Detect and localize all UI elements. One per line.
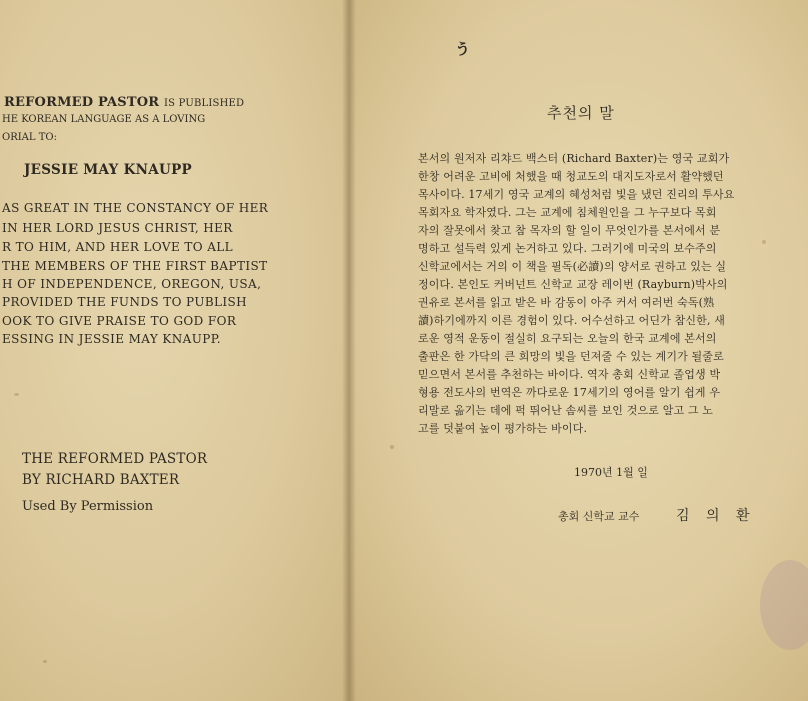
preface-body-line: 讀)하기에까지 이른 경험이 있다. 어수선하고 어딘가 참신한, 새 (418, 314, 726, 327)
preface-body-line: 로운 영적 운동이 절실히 요구되는 오늘의 한국 교계에 본서의 (418, 332, 717, 345)
preface-body-line: 한창 어려운 고비에 처했을 때 청교도의 대지도자로서 활약했던 (418, 170, 724, 183)
dedication-body-line: ESSING IN JESSIE MAY KNAUPP. (2, 332, 221, 346)
preface-date: 1970년 1월 일 (574, 466, 648, 479)
dedication-body-line: R TO HIM, AND HER LOVE TO ALL (2, 240, 233, 254)
preface-body-line: 형용 전도사의 번역은 까다로운 17세기의 영어를 알기 쉽게 우 (418, 386, 721, 399)
dedication-line-1 (4, 95, 244, 110)
preface-body-line: 자의 잘못에서 찾고 참 목자의 할 일이 무엇인가를 본서에서 분 (418, 224, 721, 237)
dedication-body-line: IN HER LORD JESUS CHRIST, HER (2, 221, 233, 235)
permission-note: Used By Permission (22, 499, 154, 514)
signature-name: 김 의 환 (676, 508, 756, 524)
preface-body-line: 목회자요 학자였다. 그는 교계에 침체원인을 그 누구보다 목회 (418, 206, 717, 219)
dedication-line-3: ORIAL TO: (2, 132, 57, 143)
ink-spot (762, 240, 766, 244)
preface-title: 추천의 말 (547, 104, 615, 122)
dedication-published: IS PUBLISHED (164, 98, 245, 109)
ink-spot (14, 393, 19, 396)
purple-smudge (760, 560, 808, 650)
preface-body-line: 명하고 설득력 있게 논거하고 있다. 그러기에 미국의 보수주의 (418, 242, 717, 255)
dedication-body-line: THE MEMBERS OF THE FIRST BAPTIST (2, 259, 268, 273)
dedication-body-line: AS GREAT IN THE CONSTANCY OF HER (2, 201, 269, 215)
preface-body-line: 신학교에서는 거의 이 책을 필독(必讀)의 양서로 권하고 있는 실 (418, 260, 727, 273)
credit-title: THE REFORMED PASTOR (22, 451, 208, 467)
ink-spot (390, 445, 394, 449)
honoree-name: JESSIE MAY KNAUPP (24, 162, 192, 178)
preface-body-line: 고를 덧붙여 높이 평가하는 바이다. (418, 422, 588, 435)
preface-body-line: 믿으면서 본서를 추천하는 바이다. 역자 총회 신학교 졸업생 박 (418, 368, 721, 381)
dedication-book-title: REFORMED PASTOR (4, 95, 160, 110)
left-page (0, 0, 350, 701)
ink-spot (43, 660, 47, 663)
preface-body-line: 권유로 본서를 읽고 받은 바 감동이 아주 커서 여러번 숙독(熟 (418, 296, 715, 309)
book-gutter (342, 0, 356, 701)
preface-body-line: 리말로 옮기는 데에 퍽 뛰어난 솜씨를 보인 것으로 알고 그 노 (418, 404, 714, 417)
page-mark: う (455, 40, 471, 58)
credit-author: BY RICHARD BAXTER (22, 472, 180, 488)
dedication-body-line: OOK TO GIVE PRAISE TO GOD FOR (2, 314, 237, 328)
preface-body-line: 정이다. 본인도 커버넌트 신학교 교장 레이번 (Rayburn)박사의 (418, 278, 728, 291)
dedication-body-line: PROVIDED THE FUNDS TO PUBLISH (2, 295, 248, 309)
preface-body-line: 출판은 한 가닥의 큰 희망의 빛을 던져줄 수 있는 계기가 될줄로 (418, 350, 724, 363)
dedication-body-line: H OF INDEPENDENCE, OREGON, USA, (2, 277, 262, 291)
preface-body-line: 목사이다. 17세기 영국 교계의 혜성처럼 빛을 냈던 진리의 투사요 (418, 188, 735, 201)
dedication-line-2: HE KOREAN LANGUAGE AS A LOVING (2, 114, 206, 125)
signature-role: 총회 신학교 교수 (558, 510, 640, 523)
preface-body-line: 본서의 원저자 리챠드 백스터 (Richard Baxter)는 영국 교회가 (418, 152, 730, 165)
